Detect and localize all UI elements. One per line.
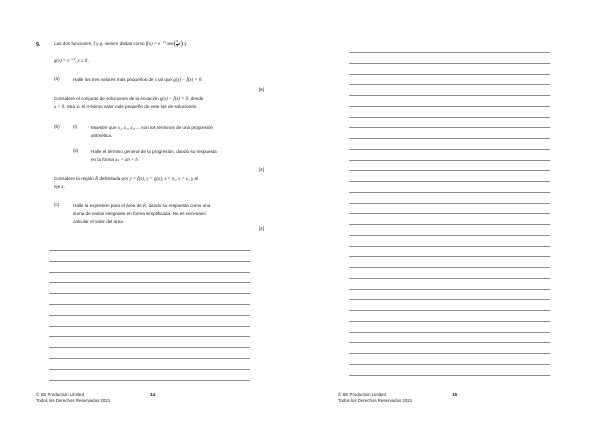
answer-line xyxy=(49,250,250,251)
part-a-marks: [6] xyxy=(258,87,264,92)
answer-line xyxy=(349,138,550,139)
answer-line xyxy=(349,310,550,311)
answer-line xyxy=(349,289,550,290)
part-b-i-sequence: x₁, x₂, x₃, ... xyxy=(117,126,141,131)
part-a-label: (a) xyxy=(54,76,60,81)
context-2-text-4: eje xyxy=(54,184,61,189)
part-b-ii-form: xₙ = an + b xyxy=(115,158,138,163)
part-a-text-2: tal que xyxy=(158,77,172,82)
answer-line xyxy=(349,181,550,182)
part-b-ii-line-1: Halle el término general de la progresión, dando su respuesta xyxy=(91,149,217,154)
context-1-equation: g(x) − f(x) = 0 xyxy=(160,97,189,102)
part-a-x: x xyxy=(154,78,157,83)
f-def-sin: sen xyxy=(167,42,174,48)
page-15 xyxy=(300,0,600,424)
g-symbol: g xyxy=(99,42,103,48)
answer-line xyxy=(49,358,250,359)
f-frac-num: π xyxy=(176,39,179,43)
answer-line xyxy=(349,213,550,214)
answer-line xyxy=(349,52,550,53)
answer-line xyxy=(49,304,250,305)
part-b-ii-period: . xyxy=(137,157,140,162)
f-def-open-paren: ( xyxy=(173,39,176,48)
answer-line xyxy=(349,375,550,376)
answer-line xyxy=(349,224,550,225)
context-2-line-1 xyxy=(54,175,198,183)
answer-line xyxy=(49,282,250,283)
g-definition xyxy=(54,56,76,64)
part-c-text-1b: , dando su respuesta como una xyxy=(145,203,211,208)
answer-line xyxy=(49,369,250,370)
f-frac-var: x xyxy=(178,42,181,48)
answer-line xyxy=(349,160,550,161)
part-b-i-line-1 xyxy=(91,124,213,132)
context-2-text-2: delimitada por xyxy=(99,176,129,181)
context-1-line-2 xyxy=(54,103,197,111)
part-a-equation: g(x) − f(x) = 0 xyxy=(173,78,202,83)
context-1-text-3: . Sea xyxy=(64,104,75,109)
context-2-text-3: y el xyxy=(191,176,199,181)
given-as: , vienen dadas como xyxy=(102,41,145,47)
answer-line xyxy=(349,364,550,365)
question-number: 9. xyxy=(36,42,41,48)
answer-line xyxy=(49,261,250,262)
question-intro: Las dos funciones, xyxy=(54,41,93,47)
answer-line xyxy=(49,336,250,337)
footer-left xyxy=(36,392,110,404)
context-2-x: x xyxy=(61,185,64,190)
answer-line xyxy=(349,192,550,193)
part-b-i-label: (i) xyxy=(73,124,78,129)
context-1-text-2: , donde xyxy=(188,96,204,101)
page-number-right: 15 xyxy=(452,392,458,397)
answer-line xyxy=(349,342,550,343)
context-1-xn: xₙ xyxy=(76,105,81,110)
part-a-text-1: Halle los tres valores más pequeños de xyxy=(73,77,154,82)
part-c-marks: [4] xyxy=(258,226,264,231)
answer-line xyxy=(349,106,550,107)
footer-right-rights: Todos los Derechos Reservados 2021 xyxy=(338,398,413,403)
answer-line xyxy=(349,170,550,171)
answer-line xyxy=(349,84,550,85)
context-2-period: . xyxy=(63,184,65,189)
answer-line xyxy=(349,127,550,128)
part-c-line-3: calcular el valor del área. xyxy=(73,219,125,224)
footer-right xyxy=(338,392,412,404)
footer-left-rights: Todos los Derechos Reservados 2021 xyxy=(36,398,111,403)
answer-line xyxy=(349,321,550,322)
part-b-ii-line-2 xyxy=(91,156,139,164)
part-b-i-text-2: son los términos de una progresión xyxy=(141,125,214,130)
part-c-label: (c) xyxy=(54,202,60,207)
answer-line xyxy=(349,353,550,354)
context-2-line-2 xyxy=(54,183,65,191)
answer-line xyxy=(349,95,550,96)
part-b-label: (b) xyxy=(54,124,60,129)
part-b-i-line-2: aritmética. xyxy=(91,133,113,138)
answer-line xyxy=(349,203,550,204)
answer-line xyxy=(349,332,550,333)
context-2-R: R xyxy=(95,177,99,182)
context-1-text-4: el xyxy=(81,104,86,109)
answer-line xyxy=(49,326,250,327)
answer-line xyxy=(349,299,550,300)
f-def-lhs: f(x) = e xyxy=(145,42,161,48)
context-1-line-1 xyxy=(54,95,203,103)
question-stem-line-1 xyxy=(54,40,187,48)
answer-line xyxy=(349,267,550,268)
answer-line xyxy=(349,235,550,236)
answer-line xyxy=(49,272,250,273)
footer-left-copyright: © SE Production Limited xyxy=(36,392,84,397)
f-frac-den: 4 xyxy=(176,43,179,48)
context-1-text-1: Considere el conjunto de soluciones de la ecuación xyxy=(54,96,159,101)
part-c-R: R xyxy=(142,204,146,209)
context-2-text-1: Considere la región xyxy=(54,176,94,181)
f-definition xyxy=(145,39,183,48)
part-b-ii-text-2: en la forma xyxy=(91,157,114,162)
g-domain: , x ≥ 0 . xyxy=(75,59,90,64)
g-def-lhs: g(x) = e xyxy=(54,59,70,64)
answer-line xyxy=(49,380,250,381)
footer-right-copyright: © SE Production Limited xyxy=(338,392,386,397)
context-2-bounds: y = f(x), y = g(x), x = x₁, x = x₂ xyxy=(129,177,190,182)
answer-line xyxy=(49,293,250,294)
part-a-period: . xyxy=(201,77,203,82)
context-1-text-5: -ésimo valor más pequeño de este set de soluciones. xyxy=(88,104,198,109)
part-c-line-1 xyxy=(73,202,210,210)
page-number-left: 14 xyxy=(150,392,156,397)
answer-line xyxy=(349,117,550,118)
part-b-marks: [4] xyxy=(258,167,264,172)
answer-line xyxy=(349,74,550,75)
answer-line xyxy=(349,246,550,247)
f-def-exponent: −√x xyxy=(160,39,166,44)
f-symbol: f xyxy=(93,42,95,48)
answer-line xyxy=(349,63,550,64)
part-c-text-1a: Halle la expresión para el área de xyxy=(73,203,142,208)
part-b-i-text-1: Muestre que xyxy=(91,125,117,130)
question-stem-line-2 xyxy=(54,57,90,65)
part-c-line-2: suma de varias integrales en forma simplificada. No es necesario xyxy=(73,211,206,216)
g-def-exponent: −√x xyxy=(69,56,76,61)
answer-line xyxy=(349,149,550,150)
part-a-text xyxy=(73,76,203,84)
context-1-n: n xyxy=(86,105,89,110)
answer-line xyxy=(349,256,550,257)
part-b-ii-label: (ii) xyxy=(73,148,79,153)
context-1-condition: x > 0 xyxy=(54,105,65,110)
stem-tail: y xyxy=(184,41,187,47)
answer-line xyxy=(49,347,250,348)
answer-line xyxy=(349,278,550,279)
answer-line xyxy=(49,315,250,316)
y-word: y xyxy=(96,41,99,47)
f-def-close-paren: ) xyxy=(180,39,183,48)
